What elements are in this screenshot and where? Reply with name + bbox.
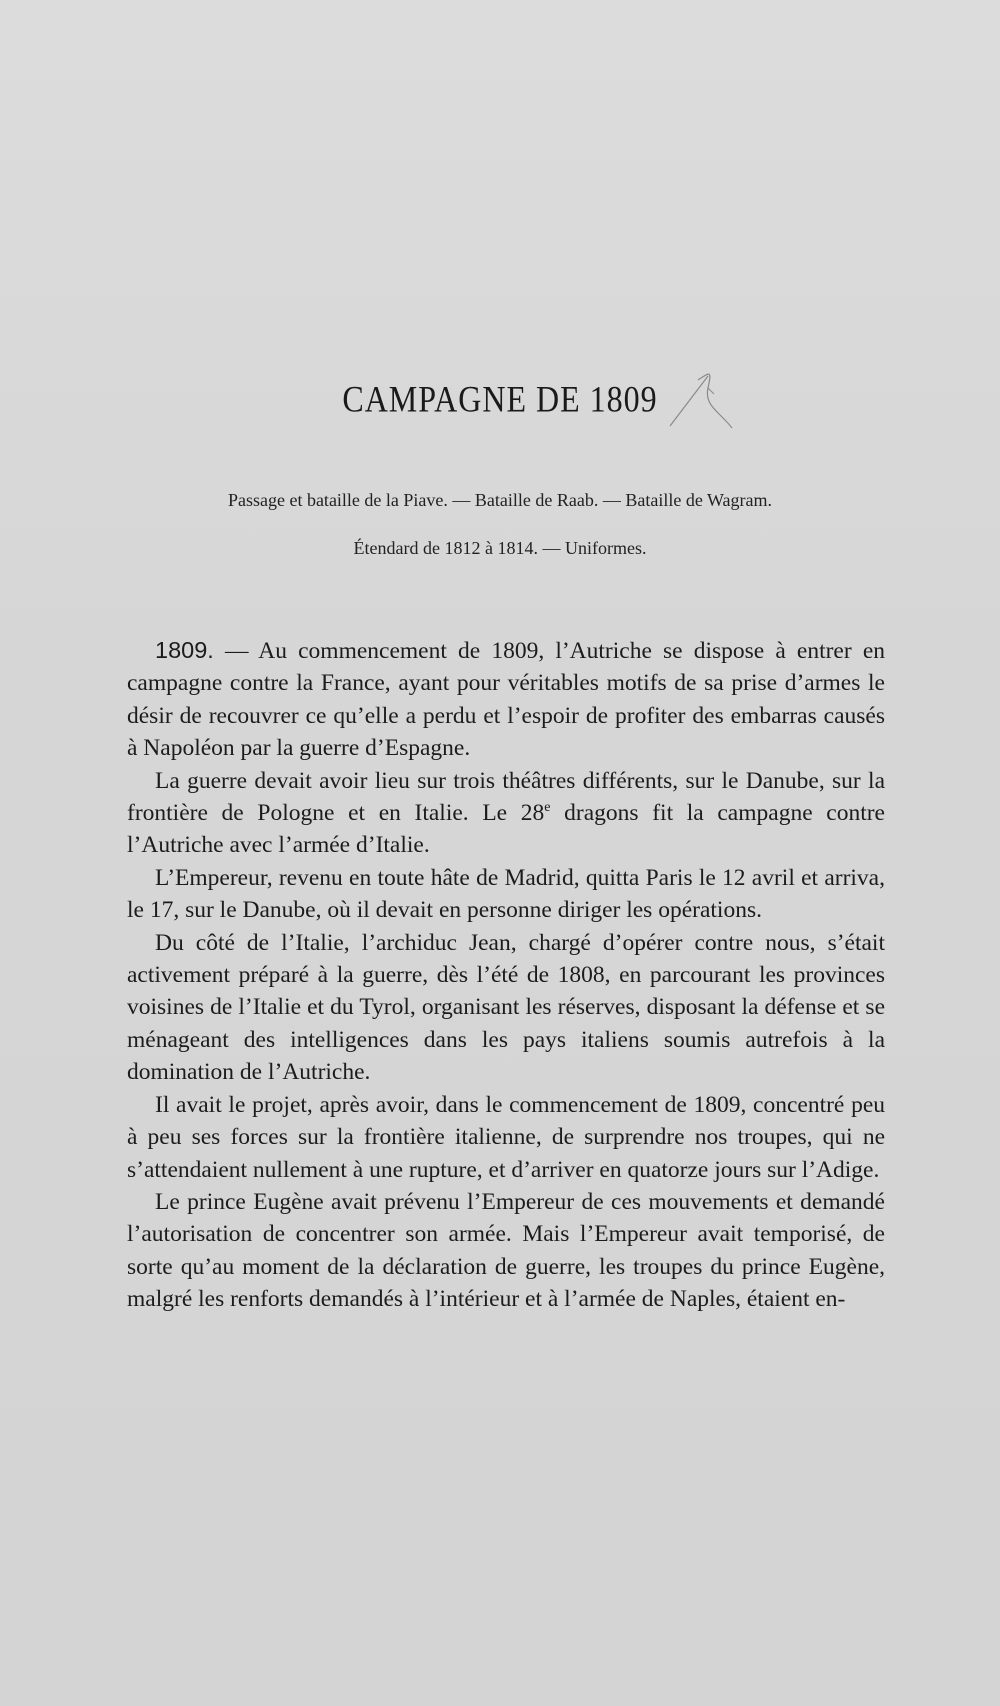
chapter-subtitle-line1: Passage et bataille de la Piave. — Bataille de Raab. — Bataille de Wagram. bbox=[227, 490, 773, 510]
paragraph-5: Il avait le projet, après avoir, dans le commencement de 1809, concentré peu à peu ses forces sur la frontière italienne, de surprendre nos troupes, qui ne s’attendaient nullement à une rupture, et d’arriver en quatorze jours sur l’Adige. bbox=[127, 1091, 885, 1183]
pencil-mark-icon bbox=[668, 368, 738, 432]
paragraph-1-text: — Au commencement de 1809, l’Autriche se dispose à entrer en campagne contre la France, ayant pour véritables motifs de sa prise d’armes le désir de recouvrer ce qu’elle a perdu et l’espoir de profiter des embarras causés à Napoléon par la guerre d’Espagne. bbox=[127, 638, 885, 762]
paragraph-1 bbox=[127, 634, 885, 765]
chapter-subtitle-line2: Étendard de 1812 à 1814. — Uniformes. bbox=[353, 538, 647, 558]
paragraph-3: L’Empereur, revenu en toute hâte de Madrid, quitta Paris le 12 avril et arriva, le 17, sur le Danube, où il devait en personne diriger les opérations. bbox=[127, 864, 885, 924]
chapter-title: CAMPAGNE DE 1809 bbox=[342, 378, 658, 420]
paragraph-4: Du côté de l’Italie, l’archiduc Jean, chargé d’opérer contre nous, s’était activement préparé à la guerre, dès l’été de 1808, en parcourant les provinces voisines de l’Italie et du Tyrol, organisant les réserves, disposant la défense et se ménageant des intelligences dans les pays italiens soumis autrefois à la domination de l’Autriche. bbox=[127, 929, 885, 1086]
body-text bbox=[127, 634, 885, 1316]
paragraph-2-text-a: La guerre devait avoir lieu sur trois théâtres différents, sur le Danube, sur la frontière de Pologne et en Italie. Le 28 bbox=[127, 767, 885, 827]
paragraph-year: 1809. bbox=[155, 637, 214, 663]
paragraph-6: Le prince Eugène avait prévenu l’Empereur de ces mouvements et demandé l’autorisation de concentrer son armée. Mais l’Empereur avait temporisé, de sorte qu’au moment de la déclaration de guerre, les troupes du prince Eugène, malgré les renforts demandés à l’intérieur et à l’armée de Naples, étaient en- bbox=[127, 1188, 885, 1313]
paragraph-2 bbox=[127, 765, 885, 862]
superscript-e: e bbox=[544, 800, 551, 816]
paragraph-2-text-b: dragons fit la campagne contre l’Autriche avec l’armée d’Italie. bbox=[127, 800, 885, 859]
